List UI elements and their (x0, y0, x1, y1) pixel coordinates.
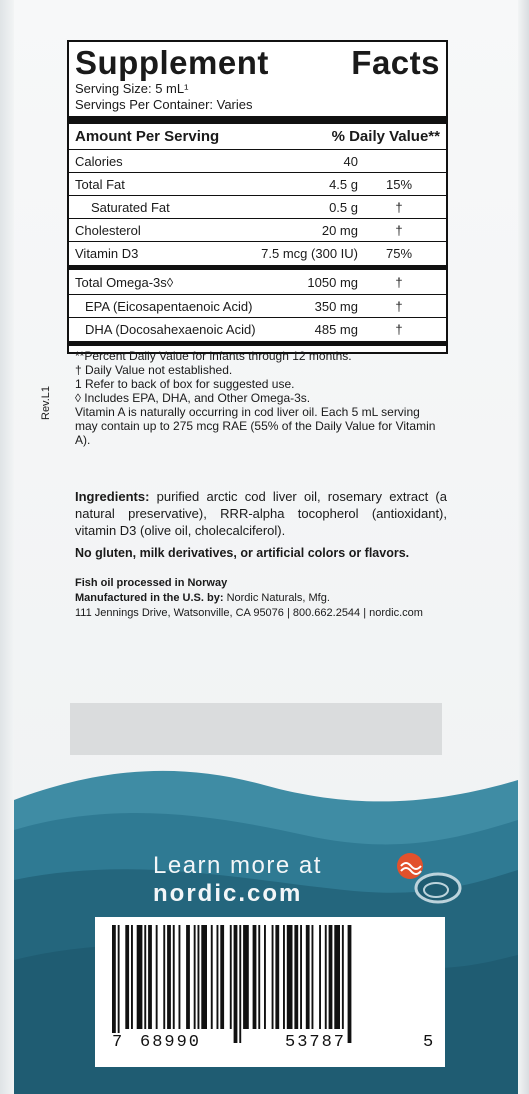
barcode-bar (217, 925, 219, 1029)
promo-line-2: nordic.com (153, 880, 303, 907)
servings-per-container: Servings Per Container: Varies (75, 97, 253, 112)
footnote: Vitamin A is naturally occurring in cod liver oil. Each 5 mL serving may contain up to 275 mcg RAE (55% of the Daily Value for Vitamin A). (75, 405, 436, 447)
footnote: **Percent Daily Value for infants through 12 months. (75, 349, 352, 363)
blank-label-area (70, 703, 442, 755)
barcode-bar (144, 925, 146, 1029)
footnote: ◊ Includes EPA, DHA, and Other Omega-3s. (75, 391, 311, 405)
supplement-facts-panel (67, 40, 448, 447)
box-edge-left (0, 0, 14, 1094)
processed-origin: Fish oil processed in Norway (75, 577, 228, 589)
manufacturer-line (75, 591, 423, 606)
nutrient-dv: † (395, 222, 403, 238)
omega-row (69, 295, 446, 318)
header-amount: Amount Per Serving (75, 128, 220, 145)
barcode-group-1: 68990 (140, 1033, 202, 1052)
omega-amount: 1050 mg (307, 274, 358, 290)
box-edge-right (518, 0, 529, 1094)
barcode-bar (312, 925, 314, 1029)
barcode-bar (287, 925, 293, 1029)
barcode-bar (137, 925, 143, 1029)
revision-label: Rev.L1 (40, 385, 52, 420)
barcode-bar (179, 925, 181, 1029)
facts-title-right: Facts (351, 44, 440, 81)
nutrient-row (69, 242, 446, 265)
barcode-bar (342, 925, 344, 1029)
nutrient-amount: 7.5 mcg (300 IU) (261, 246, 358, 261)
barcode-bar (211, 925, 213, 1029)
omega-name: Total Omega-3s◊ (75, 274, 174, 290)
barcode-bar (112, 925, 116, 1043)
barcode-bar (156, 925, 158, 1029)
barcode-bar (167, 925, 171, 1029)
barcode-bar (325, 925, 327, 1029)
ingredients-text: purified arctic cod liver oil, rosemary extract (a natural preservative), RRR-alpha tocopherol (antioxidant), vitamin D3 (olive oil, cholecalciferol). (75, 489, 447, 538)
barcode-bar (118, 925, 120, 1043)
barcode-bar (186, 925, 190, 1029)
nutrient-dv: 75% (385, 246, 413, 261)
omega-amount: 350 mg (314, 298, 358, 314)
nutrient-amount: 0.5 g (329, 199, 358, 215)
omega-dv: † (395, 298, 403, 314)
manufacturing-info (75, 576, 423, 621)
nutrient-row (69, 173, 446, 196)
barcode-bar (264, 925, 266, 1029)
omega-name: DHA (Docosahexaenoic Acid) (85, 322, 256, 337)
omega-dv: † (395, 274, 403, 290)
nutrient-row (69, 219, 446, 242)
barcode-bar (306, 925, 310, 1029)
barcode-bar (275, 925, 279, 1029)
barcode-bar (243, 925, 249, 1029)
nutrient-dv: 15% (385, 176, 413, 192)
manufactured-label: Manufactured in the U.S. by: (75, 592, 224, 604)
nutrient-row (69, 196, 446, 219)
footnote: 1 Refer to back of box for suggested use. (75, 377, 295, 391)
manufacturer-address: 111 Jennings Drive, Watsonville, CA 95076 | 800.662.2544 | nordic.com (75, 607, 423, 619)
barcode-group-2: 53787 (285, 1033, 347, 1052)
barcode-bar (230, 925, 232, 1029)
facts-title-left: Supplement (75, 44, 269, 81)
barcode-digit-right: 5 (423, 1033, 436, 1052)
barcode-bar (234, 925, 238, 1043)
barcode-digit-left: 7 (112, 1033, 125, 1052)
omega-row (69, 318, 446, 341)
barcode-bar (283, 925, 285, 1029)
barcode-bar (334, 925, 340, 1029)
barcode-bar (272, 925, 274, 1029)
allergen-statement: No gluten, milk derivatives, or artificial colors or flavors. (75, 546, 410, 560)
barcode-bars (108, 925, 428, 1043)
nutrient-amount: 4.5 g (329, 176, 358, 192)
nutrient-amount: 40 (343, 153, 358, 169)
barcode-bar (258, 925, 260, 1029)
barcode-bar (163, 925, 165, 1029)
promo-text (153, 852, 322, 908)
ingredients-label: Ingredients: (75, 489, 150, 504)
nutrient-name: Vitamin D3 (75, 246, 139, 261)
ingredients-statement (75, 488, 447, 539)
omega-row (69, 270, 446, 295)
nutrient-name: Calories (75, 153, 123, 169)
barcode-bar (173, 925, 175, 1029)
barcode-bar (125, 925, 129, 1029)
facts-footnotes (75, 346, 440, 447)
barcode-bar (329, 925, 333, 1029)
barcode-bar (220, 925, 224, 1029)
barcode-bar (253, 925, 257, 1029)
nutrient-name: Total Fat (75, 176, 125, 192)
barcode-bar (198, 925, 200, 1029)
nutrient-dv: † (395, 199, 403, 215)
barcode-bar (148, 925, 152, 1029)
barcode-bar (300, 925, 302, 1029)
barcode-bar (131, 925, 133, 1029)
barcode-bar (319, 925, 321, 1029)
facts-header-row (69, 124, 446, 150)
manufacturer-name: Nordic Naturals, Mfg. (223, 592, 330, 604)
barcode-bar (201, 925, 207, 1029)
omega-amount: 485 mg (314, 322, 358, 337)
barcode-bar (239, 925, 241, 1043)
omega-dv: † (395, 322, 403, 337)
promo-line-1: Learn more at (153, 852, 322, 879)
nutrient-amount: 20 mg (321, 222, 358, 238)
header-dv: % Daily Value** (331, 128, 440, 145)
facts-title (75, 45, 440, 81)
footnote: † Daily Value not established. (75, 363, 233, 377)
barcode-bar (294, 925, 298, 1029)
divider-thick (69, 116, 446, 124)
nordic-logo-icon (392, 852, 464, 904)
omega-name: EPA (Eicosapentaenoic Acid) (85, 298, 253, 314)
nutrient-row (69, 150, 446, 173)
serving-size: Serving Size: 5 mL¹ (75, 81, 189, 96)
barcode-bar (194, 925, 196, 1029)
nutrient-name: Saturated Fat (91, 199, 170, 215)
barcode-bar (348, 925, 352, 1043)
nutrient-name: Cholesterol (75, 222, 141, 238)
